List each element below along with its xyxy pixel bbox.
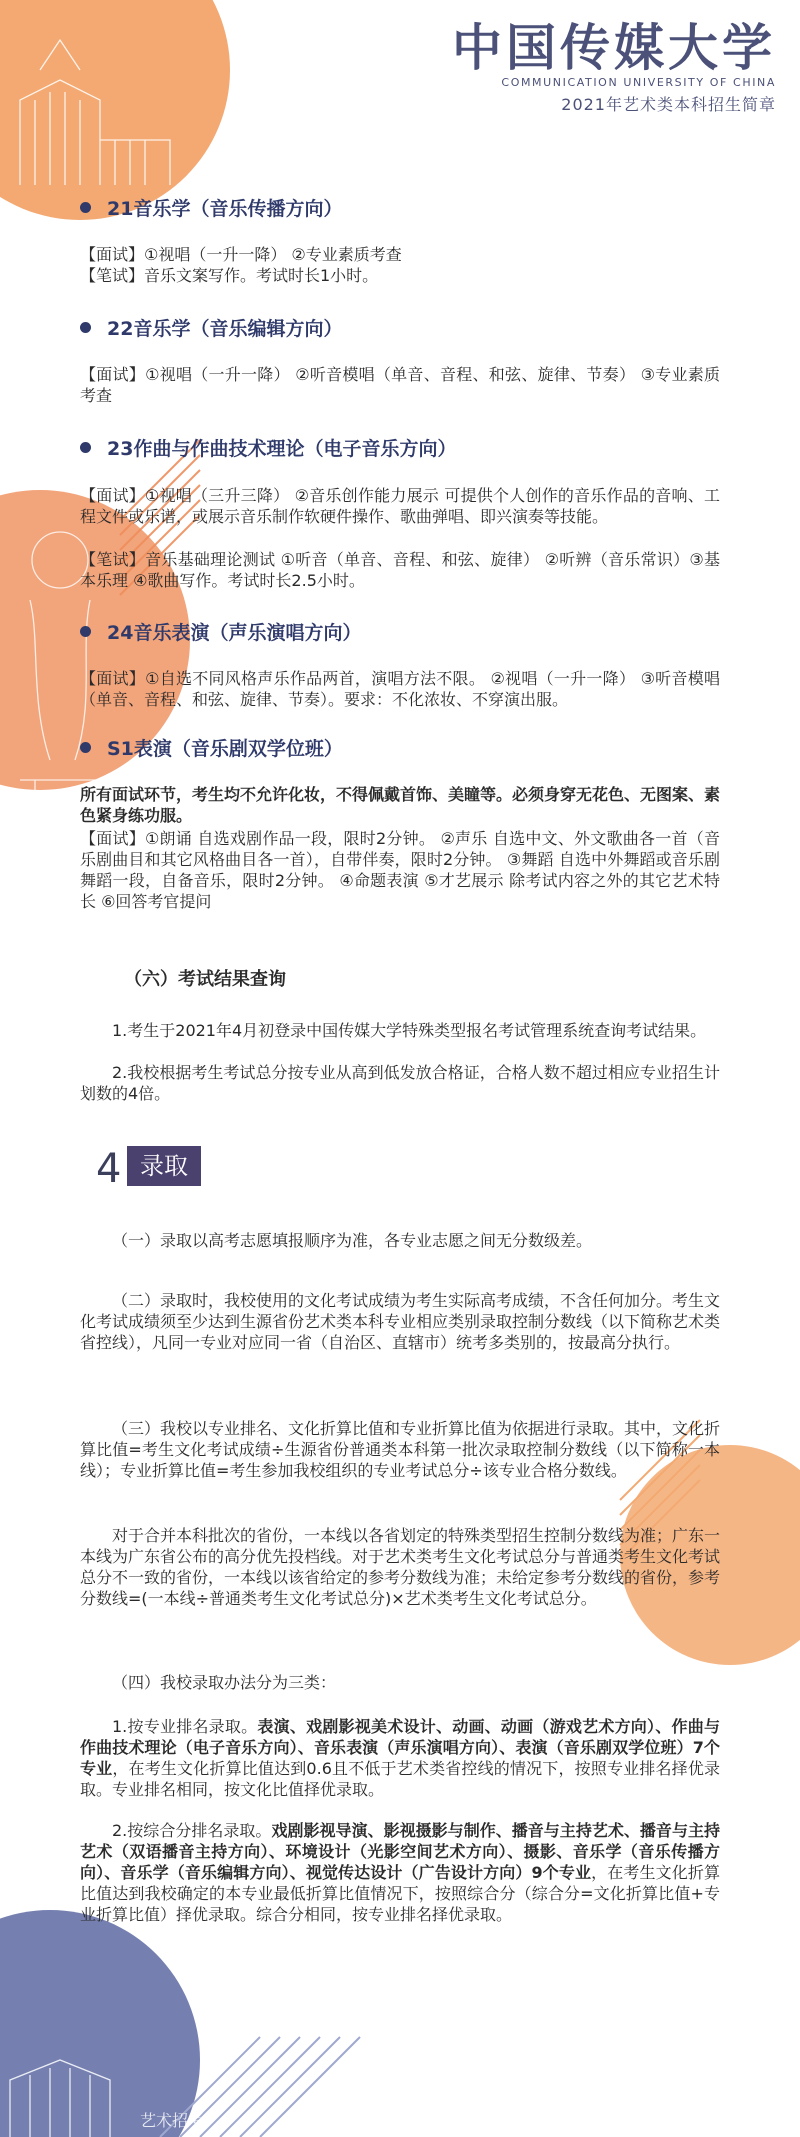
step-number: 4 <box>96 1146 122 1192</box>
admission-p2: （二）录取时，我校使用的文化考试成绩为考生实际高考成绩，不含任何加分。考生文化考试成绩须至少达到生源省份艺术类本科专业相应类别录取控制分数线（以下简称艺术类省控线），凡同一专业对应同一省（自治区、直辖市）统考多类别的，按最高分执行。 <box>80 1291 721 1352</box>
bullet-dot-icon <box>80 626 91 637</box>
section-21-written: 【笔试】音乐文案写作。考试时长1小时。 <box>80 266 379 285</box>
section-heading-23: 23作曲与作曲技术理论（电子音乐方向） <box>80 434 456 461</box>
section-heading-21: 21音乐学（音乐传播方向） <box>80 194 342 221</box>
admission-p7: 2.按综合分排名录取。戏剧影视导演、影视摄影与制作、播音与主持艺术、播音与主持艺术（双语播音主持方向）、环境设计（光影空间艺术方向）、摄影、音乐学（音乐传播方向）、音乐学（音乐编辑方向）、视觉传达设计（广告设计方向）9个专业，在考生文化折算比值达到我校确定的本专业最低折算比值情况下，按照综合分（综合分=文化折算比值+专业折算比值）择优录取。综合分相同，按专业排名择优录取。 <box>80 1821 720 1924</box>
step-label-badge: 录取 <box>127 1146 201 1186</box>
section-heading-22: 22音乐学（音乐编辑方向） <box>80 314 342 341</box>
admission-p1: （一）录取以高考志愿填报顺序为准，各专业志愿之间无分数级差。 <box>112 1231 593 1250</box>
section-heading-24: 24音乐表演（声乐演唱方向） <box>80 618 361 645</box>
admission-p3: （三）我校以专业排名、文化折算比值和专业折算比值为依据进行录取。其中，文化折算比值=考生文化考试成绩÷生源省份普通类本科第一批次录取控制分数线（以下简称一本线）；专业折算比值=考生参加我校组织的专业考试总分÷该专业合格分数线。 <box>80 1419 721 1480</box>
bullet-dot-icon <box>80 442 91 453</box>
section-heading-s1: S1表演（音乐剧双学位班） <box>80 734 343 761</box>
bullet-dot-icon <box>80 322 91 333</box>
section-s1-dress-code: 所有面试环节，考生均不允许化妆，不得佩戴首饰、美瞳等。必须身穿无花色、无图案、素色紧身练功服。 <box>80 785 721 825</box>
section-22-interview: 【面试】①视唱（一升一降） ②听音模唱（单音、音程、和弦、旋律、节奏） ③专业素质考查 <box>80 365 720 405</box>
section-23-written: 【笔试】音乐基础理论测试 ①听音（单音、音程、和弦、旋律） ②听辨（音乐常识）③基本乐理 ④歌曲写作。考试时长2.5小时。 <box>80 550 720 590</box>
exam-results-p1: 1.考生于2021年4月初登录中国传媒大学特殊类型报名考试管理系统查询考试结果。 <box>112 1021 707 1040</box>
admission-p4: 对于合并本科批次的省份，一本线以各省划定的特殊类型招生控制分数线为准；广东一本线为广东省公布的高分优先投档线。对于艺术类考生文化考试总分与普通类考生文化考试总分不一致的省份，一本线以该省给定的参考分数线为准；未给定参考分数线的省份，参考分数线=(一本线÷普通类考生文化考试总分)×艺术类考生文化考试总分。 <box>80 1526 721 1608</box>
bullet-dot-icon <box>80 742 91 753</box>
section-21-interview: 【面试】①视唱（一升一降） ②专业素质考查 <box>80 245 402 264</box>
exam-results-p2: 2.我校根据考生考试总分按专业从高到低发放合格证，合格人数不超过相应专业招生计划数的4倍。 <box>80 1063 720 1103</box>
university-name-en: COMMUNICATION UNIVERSITY OF CHINA <box>501 76 776 89</box>
section-24-interview: 【面试】①自选不同风格声乐作品两首，演唱方法不限。 ②视唱（一升一降） ③听音模唱（单音、音程、和弦、旋律、节奏）。要求：不化浓妆、不穿演出服。 <box>80 669 720 709</box>
exam-results-heading: （六）考试结果查询 <box>124 969 286 990</box>
brochure-title: 2021年艺术类本科招生简章 <box>561 95 776 114</box>
university-name: 中国传媒大学 <box>452 18 776 77</box>
watermark: 艺术招考 <box>140 2111 205 2130</box>
bullet-dot-icon <box>80 202 91 213</box>
section-23-interview: 【面试】①视唱（三升三降） ②音乐创作能力展示 可提供个人创作的音乐作品的音响、工程文件或乐谱，或展示音乐制作软硬件操作、歌曲弹唱、即兴演奏等技能。 <box>80 486 720 526</box>
admission-p6: 1.按专业排名录取。表演、戏剧影视美术设计、动画、动画（游戏艺术方向）、作曲与作曲技术理论（电子音乐方向）、音乐表演（声乐演唱方向）、表演（音乐剧双学位班）7个专业，在考生文化折算比值达到0.6且不低于艺术类省控线的情况下，按照专业排名择优录取。专业排名相同，按文化比值择优录取。 <box>80 1717 720 1799</box>
admission-p5: （四）我校录取办法分为三类： <box>112 1673 337 1692</box>
section-s1-interview: 【面试】①朗诵 自选戏剧作品一段，限时2分钟。 ②声乐 自选中文、外文歌曲各一首（音乐剧曲目和其它风格曲目各一首），自带伴奏，限时2分钟。 ③舞蹈 自选中外舞蹈或音乐剧舞蹈一段，自备音乐，限时2分钟。 ④命题表演 ⑤才艺展示 除考试内容之外的其它艺术特长 ⑥回答考官提问 <box>80 829 720 911</box>
